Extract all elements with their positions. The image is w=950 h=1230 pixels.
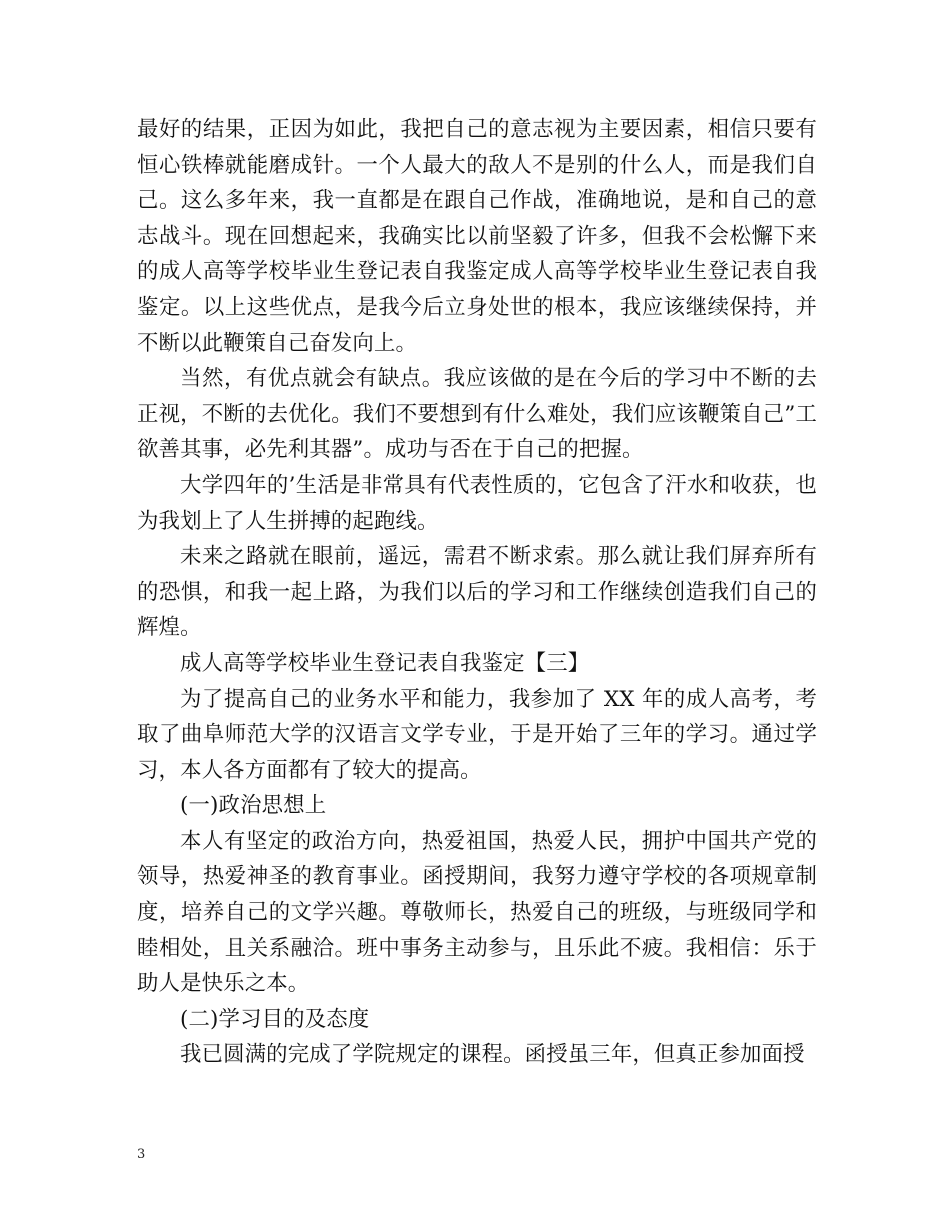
subheading-study: (二)学习目的及态度 xyxy=(180,1006,370,1032)
paragraph-3: 大学四年的’生活是非常具有代表性质的，它包含了汗水和收获，也为我划上了人生拼搏的起跑线。 xyxy=(137,472,817,534)
paragraph-6: 本人有坚定的政治方向，热爱祖国，热爱人民，拥护中国共产党的领导，热爱神圣的教育事业。函授期间，我努力遵守学校的各项规章制度，培养自己的文学兴趣。尊敬师长，热爱自己的班级，与班级同学和睦相处，且关系融洽。班中事务主动参与，且乐此不疲。我相信：乐于助人是快乐之本。 xyxy=(137,828,817,997)
paragraph-2: 当然，有优点就会有缺点。我应该做的是在今后的学习中不断的去正视，不断的去优化。我们不要想到有什么难处，我们应该鞭策自己”工欲善其事，必先利其器”。成功与否在于自己的把握。 xyxy=(137,366,817,463)
page-number: 3 xyxy=(137,1147,146,1162)
subheading-politics: (一)政治思想上 xyxy=(180,793,327,819)
paragraph-4: 未来之路就在眼前，遥远，需君不断求索。那么就让我们屏弃所有的恐惧，和我一起上路，为我们以后的学习和工作继续创造我们自己的辉煌。 xyxy=(137,544,817,641)
paragraph-1: 最好的结果，正因为如此，我把自己的意志视为主要因素，相信只要有恒心铁棒就能磨成针。一个人最大的敌人不是别的什么人，而是我们自己。这么多年来，我一直都是在跟自己作战，准确地说，是和自己的意志战斗。现在回想起来，我确实比以前坚毅了许多，但我不会松懈下来的成人高等学校毕业生登记表自我鉴定成人高等学校毕业生登记表自我鉴定。以上这些优点，是我今后立身处世的根本，我应该继续保持，并不断以此鞭策自己奋发向上。 xyxy=(137,117,817,356)
body-text xyxy=(137,112,817,1073)
paragraph-7: 我已圆满的完成了学院规定的课程。函授虽三年，但真正参加面授 xyxy=(180,1042,805,1068)
section-heading: 成人高等学校毕业生登记表自我鉴定【三】 xyxy=(180,650,590,676)
paragraph-5: 为了提高自己的业务水平和能力，我参加了 XX 年的成人高考，考取了曲阜师范大学的汉语言文学专业，于是开始了三年的学习。通过学习，本人各方面都有了较大的提高。 xyxy=(137,686,817,783)
